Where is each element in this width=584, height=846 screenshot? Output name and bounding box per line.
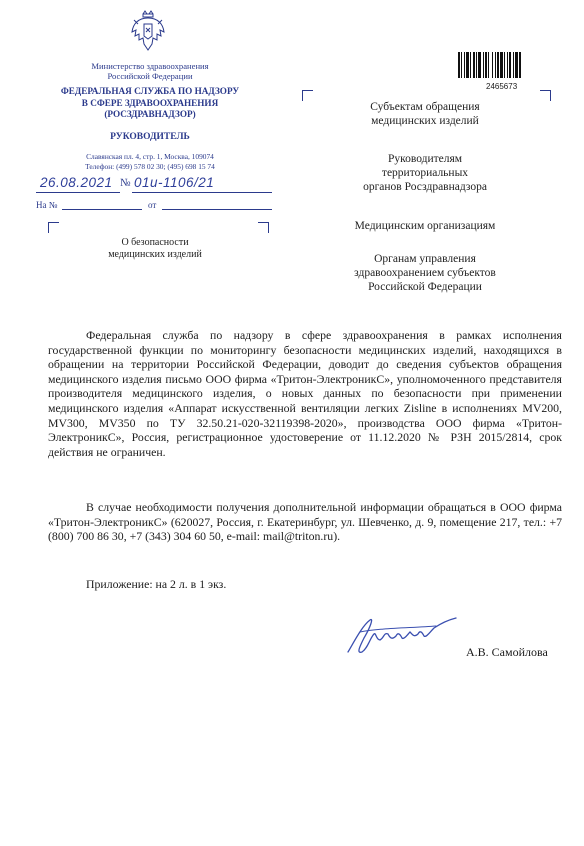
outgoing-date: 26.08.2021 [40, 175, 113, 190]
addressee-line: медицинских изделий [371, 115, 479, 127]
reference-number-underline [62, 209, 142, 210]
subject-corner-left [48, 222, 59, 233]
head-title: РУКОВОДИТЕЛЬ [110, 132, 190, 142]
number-label: № [120, 177, 131, 189]
coat-of-arms-icon [130, 10, 166, 54]
reference-date-underline [162, 209, 272, 210]
subject-corner-right [258, 222, 269, 233]
address-line: Славянская пл. 4, стр. 1, Москва, 109074 [86, 152, 214, 161]
number-underline [132, 192, 272, 193]
subject-line: О безопасности [121, 237, 189, 248]
signatory-name: А.В. Самойлова [466, 645, 548, 659]
ministry-line: Министерство здравоохранения [91, 61, 209, 71]
addressee-line: Российской Федерации [368, 281, 482, 293]
addressee-line: органов Росздравнадзора [363, 181, 487, 193]
subject-line: медицинских изделий [108, 249, 202, 260]
addressee-block [325, 152, 525, 194]
date-underline [36, 192, 120, 193]
body-paragraph: В случае необходимости получения дополнительной информации обращаться в ООО фирма «Тритон-ЭлектроникС» (620027, Россия, г. Екатеринбург, ул. Шевченко, д. 9, помещение 217, тел.: +7 (800) 700 86 30, +7 (343) 304 60 50, e-mail: mail@triton.ru). [48, 500, 562, 544]
barcode-number: 2465673 [486, 82, 518, 91]
addressee-block [325, 100, 525, 128]
attachment-note: Приложение: на 2 л. в 1 экз. [86, 577, 227, 591]
addressee-corner-right [540, 90, 551, 101]
addressee-line: территориальных [381, 167, 469, 179]
ministry-line: Российской Федерации [107, 71, 193, 81]
addressee-line: Органам управления [374, 253, 476, 265]
ministry-name [40, 61, 260, 81]
service-name [20, 86, 280, 121]
addressee-line: здравоохранением субъектов [354, 267, 496, 279]
barcode [456, 50, 542, 84]
service-line: В СФЕРЕ ЗДРАВООХРАНЕНИЯ [81, 97, 219, 108]
service-line: (РОСЗДРАВНАДЗОР) [104, 109, 196, 119]
addressee-corner-left [302, 90, 313, 101]
handwritten-signature [340, 612, 480, 662]
body-paragraph: Федеральная служба по надзору в сфере здравоохранения в рамках исполнения государственной функции по мониторингу безопасности медицинских изделий, находящихся в обращении на территории Российской Федерации, доводит до сведения субъектов обращения медицинского изделия письмо ООО фирма «Тритон-ЭлектроникС», уполномоченного представителя производителя медицинского изделия, о новых данных по безопасности при применении медицинского изделия «Аппарат искусственной вентиляции легких Zisline в исполнениях MV200, MV300, MV350 по ТУ 32.50.21-020-32119398-2020», производства ООО фирма «Тритон-ЭлектроникС», Россия, регистрационное удостоверение от 11.12.2020 № РЗН 2015/2814, срок действия не ограничен. [48, 328, 562, 459]
addressee-line: Руководителям [387, 153, 463, 165]
letter-subject [80, 237, 230, 261]
outgoing-number: 01и-1106/21 [134, 175, 215, 190]
address-line: Телефон: (499) 578 02 30; (495) 698 15 74 [85, 161, 215, 171]
addressee-block [325, 219, 525, 233]
addressee-block [325, 252, 525, 294]
letterhead-address [50, 152, 250, 171]
reference-date-label: от [148, 200, 157, 210]
addressee-line: Медицинским организациям [354, 220, 496, 232]
service-line: ФЕДЕРАЛЬНАЯ СЛУЖБА ПО НАДЗОРУ [60, 86, 240, 96]
reference-number-label: На № [36, 200, 58, 210]
addressee-line: Субъектам обращения [370, 101, 480, 113]
